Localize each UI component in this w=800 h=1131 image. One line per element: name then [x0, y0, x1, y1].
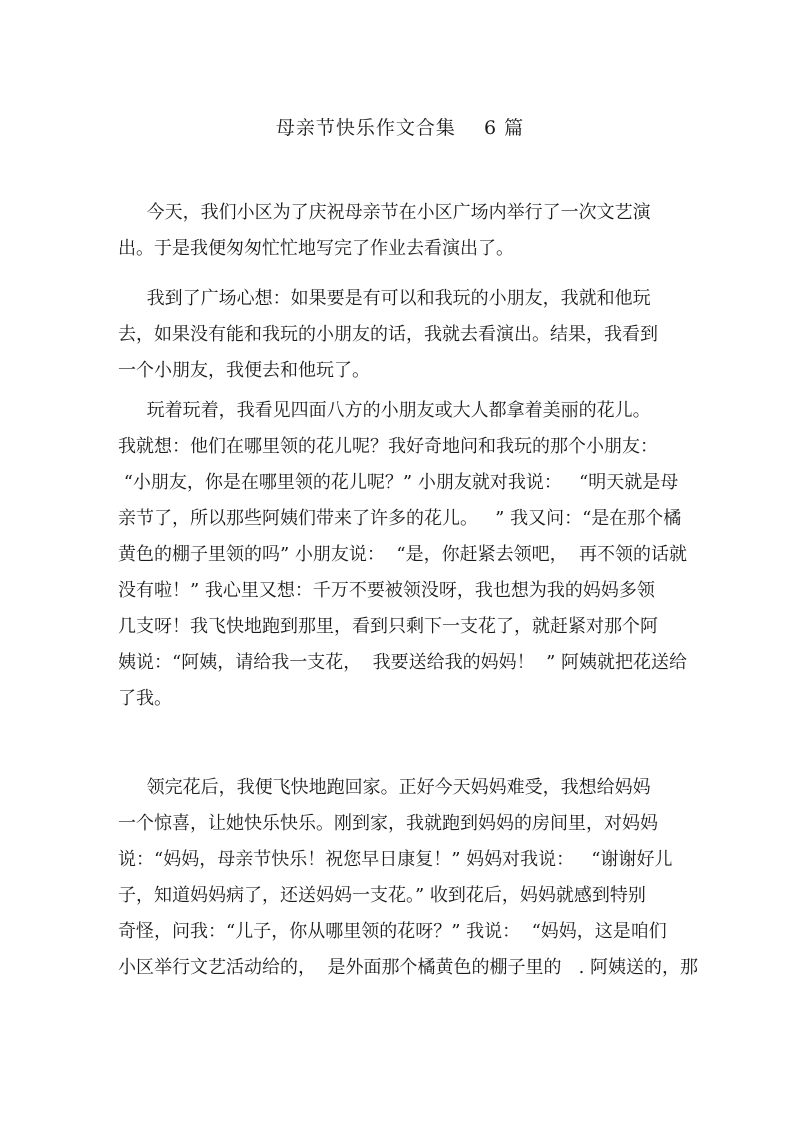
text-line: 几支呀！我飞快地跑到那里，看到只剩下一支花了，就赶紧对那个阿 — [118, 616, 658, 637]
text-line: 一个惊喜，让她快乐快乐。刚到家，我就跑到妈妈的房间里，对妈妈 — [118, 813, 658, 834]
text-line: 子，知道妈妈病了，还送妈妈一支花。” 收到花后，妈妈就感到特别 — [118, 885, 646, 906]
text-line: “小朋友，你是在哪里领的花儿呢？” 小朋友就对我说： “明天就是母 — [118, 472, 679, 493]
paragraph-1 — [118, 195, 698, 267]
paragraph-4 — [118, 770, 698, 986]
text-line: 我就想：他们在哪里领的花儿呢？我好奇地问和我玩的那个小朋友： — [118, 436, 658, 457]
text-line: 出。于是我便匆匆忙忙地写完了作业去看演出了。 — [118, 238, 514, 259]
document-title: 母亲节快乐作文合集 6 篇 — [275, 117, 525, 139]
text-line: 我到了广场心想：如果要是有可以和我玩的小朋友，我就和他玩 — [118, 288, 651, 309]
text-line: 姨说：“阿姨，请给我一支花， 我要送给我的妈妈！ ” 阿姨就把花送给 — [118, 652, 688, 673]
text-line: 一个小朋友，我便去和他玩了。 — [118, 360, 370, 381]
text-line: 奇怪，问我：“儿子，你从哪里领的花呀？” 我说： “妈妈，这是咱们 — [118, 921, 667, 942]
text-line: 说：“妈妈，母亲节快乐！祝您早日康复！” 妈妈对我说： “谢谢好儿 — [118, 849, 673, 870]
text-line: 领完花后，我便飞快地跑回家。正好今天妈妈难受，我想给妈妈 — [118, 777, 651, 798]
text-line: 黄色的棚子里领的吗” 小朋友说： “是，你赶紧去领吧， 再不领的话就 — [118, 544, 688, 565]
text-line: 今天，我们小区为了庆祝母亲节在小区广场内举行了一次文艺演 — [118, 202, 651, 223]
text-line: 去，如果没有能和我玩的小朋友的话，我就去看演出。结果，我看到 — [118, 324, 658, 345]
text-line: 小区举行文艺活动给的， 是外面那个橘黄色的棚子里的 . 阿姨送的，那 — [118, 957, 699, 978]
text-line: 了我。 — [118, 688, 172, 709]
text-line: 没有啦！” 我心里又想：千万不要被领没呀，我也想为我的妈妈多领 — [118, 580, 655, 601]
paragraph-2 — [118, 281, 698, 389]
text-line: 玩着玩着，我看见四面八方的小朋友或大人都拿着美丽的花儿。 — [118, 400, 651, 421]
paragraph-3 — [118, 393, 698, 717]
text-line: 亲节了，所以那些阿姨们带来了许多的花儿。 ” 我又问：“是在那个橘 — [118, 508, 682, 529]
